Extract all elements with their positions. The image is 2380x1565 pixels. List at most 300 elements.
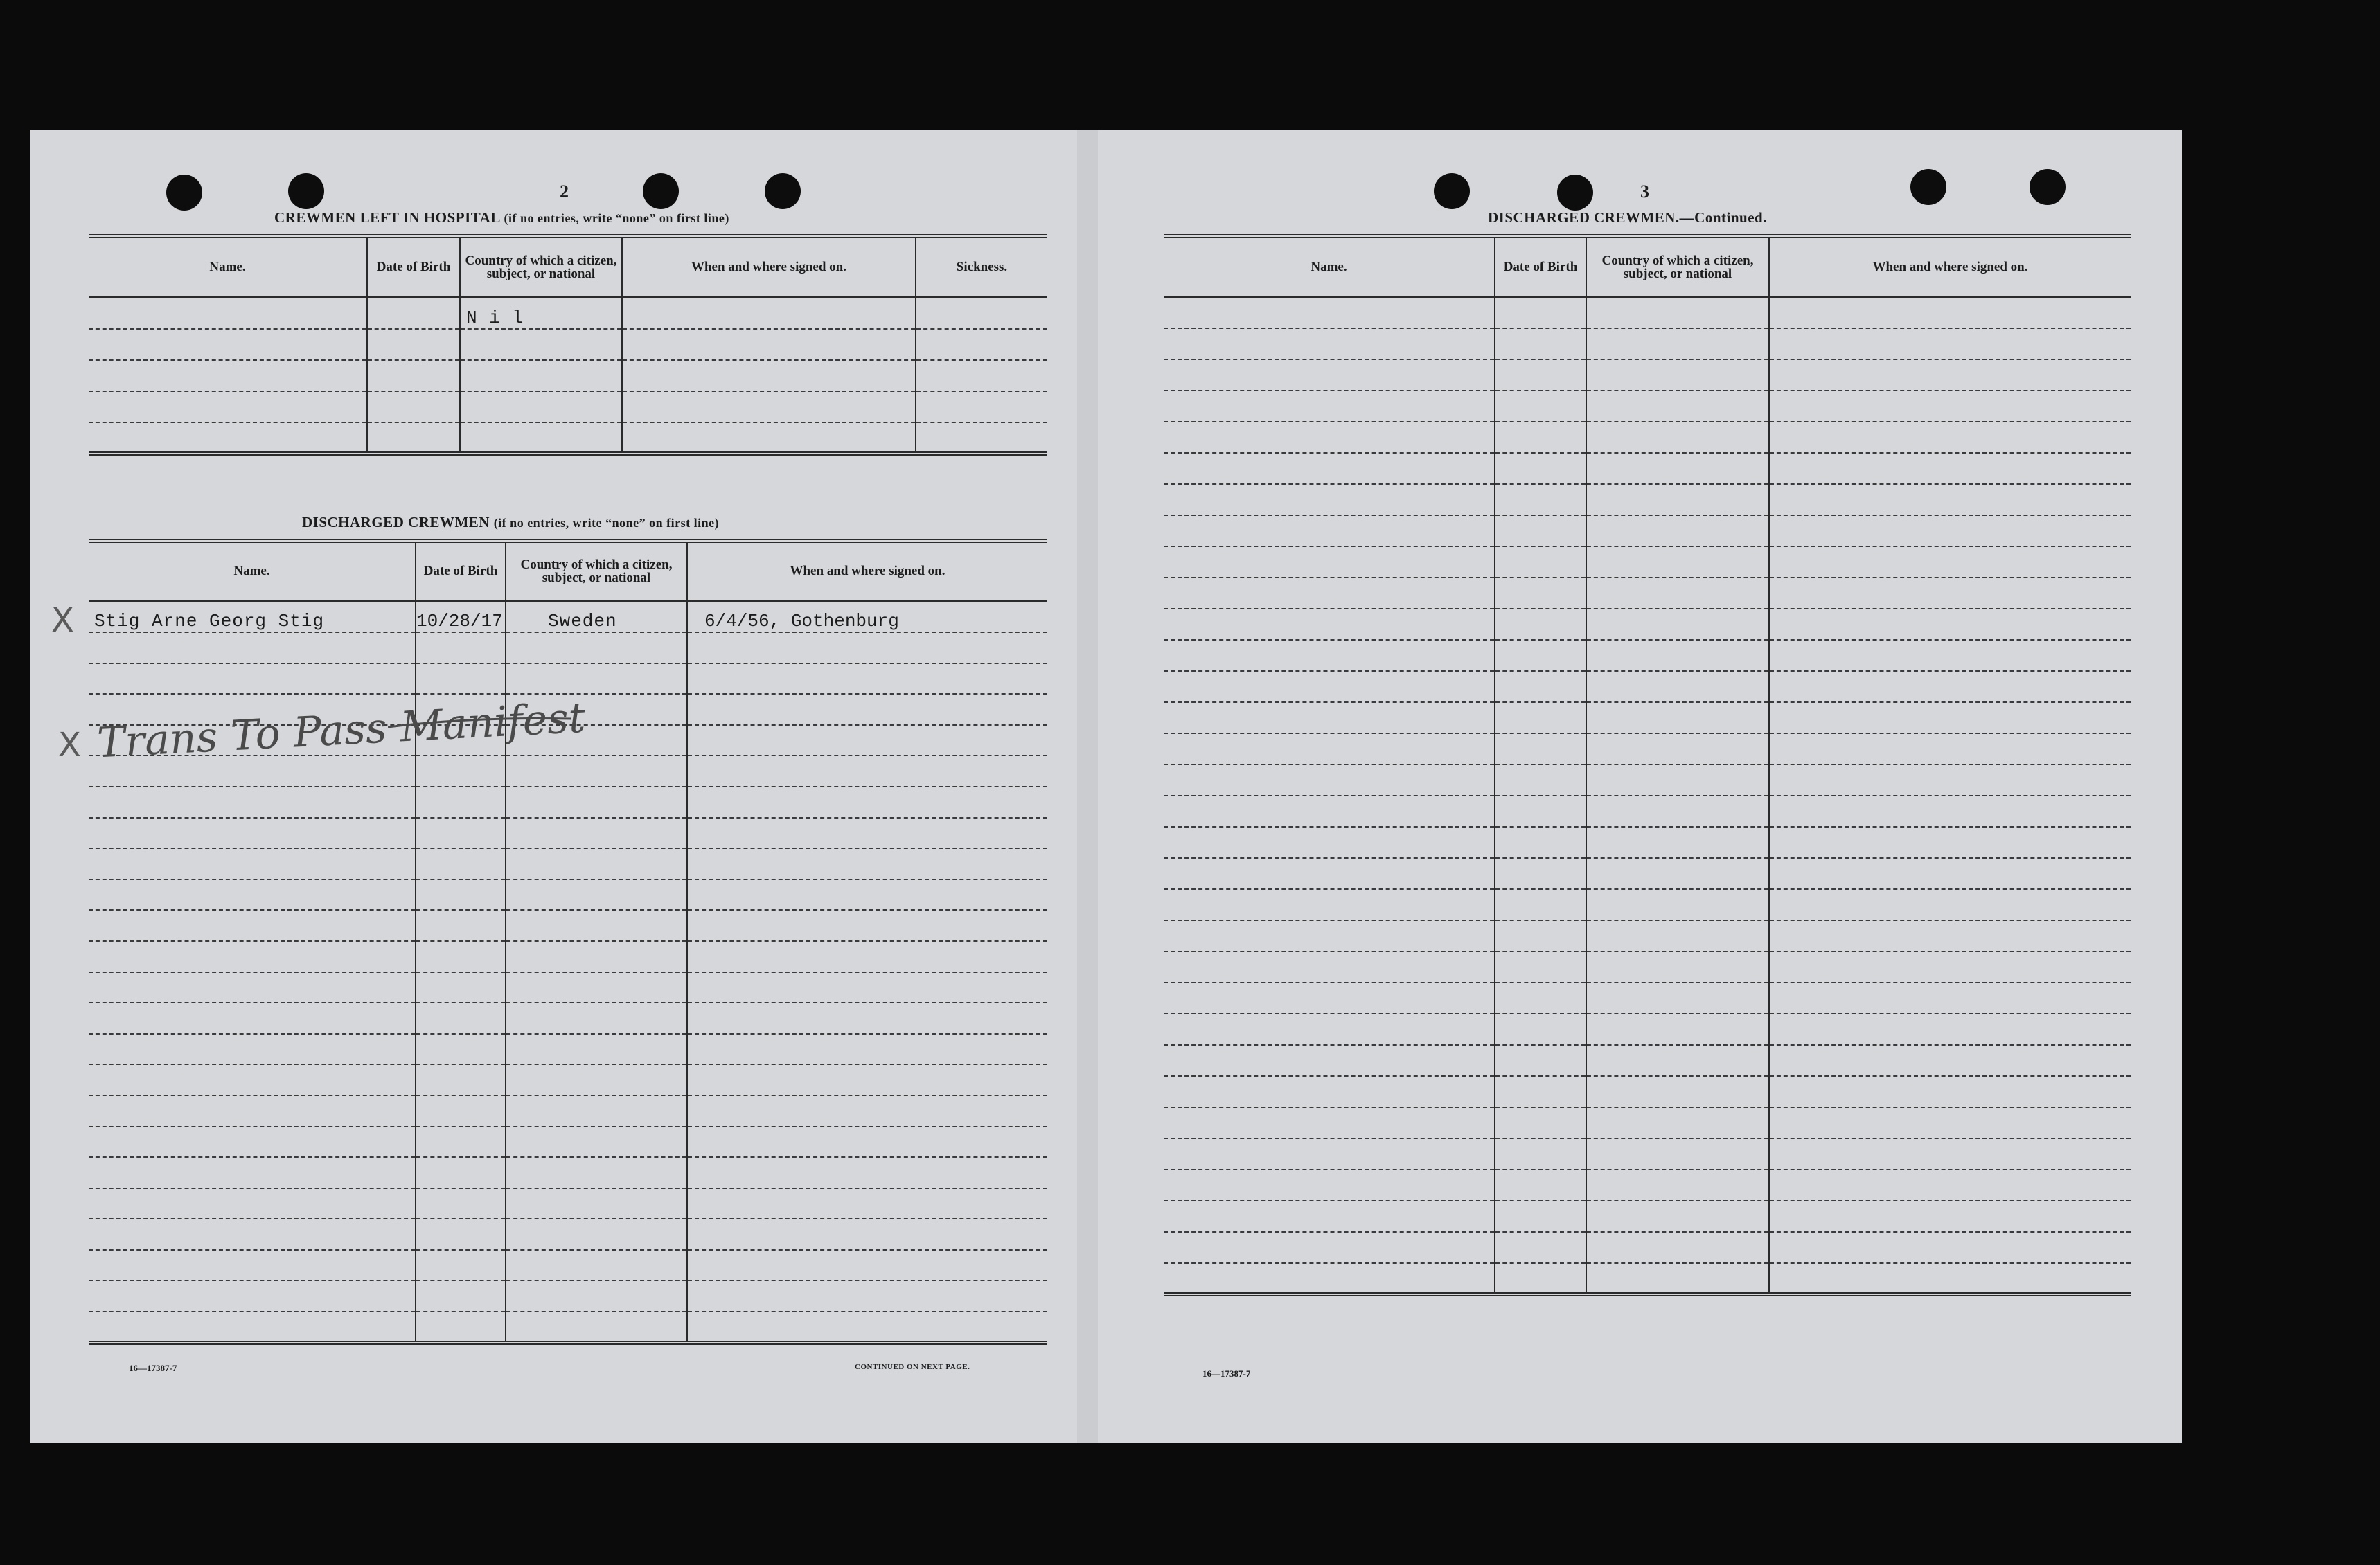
table-cell [89,1096,416,1127]
table-cell [506,632,687,663]
table-cell [506,1003,687,1034]
table-cell [416,1280,506,1312]
col-header-signed-on: When and where signed on. [1769,236,2131,297]
punch-hole [1557,175,1593,211]
table-cell [1586,515,1769,546]
table-cell [416,1188,506,1219]
table-cell [1495,297,1586,328]
table-row [1164,453,2131,484]
table-cell [687,1312,1047,1343]
table-cell [916,360,1047,391]
table-cell [89,1188,416,1219]
table-cell [506,910,687,941]
table-cell [1769,484,2131,515]
table-cell [1586,391,1769,422]
table-row [89,1250,1047,1281]
table-cell [1586,671,1769,702]
table-row [89,972,1047,1003]
punch-hole [765,173,801,209]
table-row [1164,1076,2131,1107]
table-cell [1164,983,1495,1014]
table-cell [506,1127,687,1158]
table-row [89,818,1047,849]
table-cell [460,391,622,422]
table-row [1164,359,2131,391]
table-cell [1164,1107,1495,1138]
table-cell [506,1034,687,1065]
table-row [1164,827,2131,858]
table-cell [89,1312,416,1343]
table-cell [1769,920,2131,951]
table-cell [1164,764,1495,796]
table-cell [460,329,622,360]
table-cell [916,422,1047,454]
table-cell [1164,951,1495,983]
table-cell [506,879,687,911]
table-cell [1586,702,1769,733]
table-row [89,600,1047,632]
table-cell [1586,484,1769,515]
table-cell [89,1250,416,1281]
table-cell [506,818,687,849]
table-cell [687,1034,1047,1065]
table-cell [1769,858,2131,889]
table-cell [367,422,460,454]
table-cell [1586,1263,1769,1294]
table-cell [1769,578,2131,609]
table-row [1164,1045,2131,1076]
table-cell [687,1064,1047,1096]
col-header-name: Name. [1164,236,1495,297]
table-row [1164,951,2131,983]
crew-country-cell [506,600,687,632]
crew-signed-on: 6/4/56, Gothenburg [704,611,899,632]
discharged-table [89,539,1047,1345]
table-cell [1164,578,1495,609]
table-cell [1495,1014,1586,1045]
table-cell [1495,515,1586,546]
table-cell [1495,1170,1586,1201]
table-cell [687,694,1047,725]
table-row [1164,983,2131,1014]
table-cell [506,1312,687,1343]
table-cell [1164,733,1495,764]
table-cell [367,360,460,391]
table-cell [1586,920,1769,951]
table-cell [89,848,416,879]
table-cell [622,391,916,422]
table-row [1164,546,2131,578]
table-cell [1586,578,1769,609]
table-cell [506,941,687,972]
table-cell [687,910,1047,941]
hospital-entry [460,297,622,329]
table-cell [416,1064,506,1096]
hospital-title-text: CREWMEN LEFT IN HOSPITAL [274,209,500,226]
table-cell [1586,328,1769,359]
table-cell [89,632,416,663]
table-row [1164,1107,2131,1138]
table-row [89,1064,1047,1096]
table-cell [89,787,416,818]
table-cell [1769,1263,2131,1294]
table-cell [416,1003,506,1034]
table-cell [1164,1232,1495,1263]
table-row [1164,733,2131,764]
table-cell [1769,1107,2131,1138]
col-header-signed-on: When and where signed on. [622,236,916,297]
col-header-name: Name. [89,541,416,600]
table-cell [1586,1045,1769,1076]
table-cell [1586,297,1769,328]
table-cell [1769,640,2131,671]
table-cell [416,1219,506,1250]
table-row [1164,1014,2131,1045]
table-row [89,787,1047,818]
table-cell [687,879,1047,911]
table-cell [1495,889,1586,920]
table-cell [687,818,1047,849]
table-cell [1495,359,1586,391]
table-cell [89,1127,416,1158]
table-row [89,1312,1047,1343]
table-cell [1769,951,2131,983]
table-cell [1586,858,1769,889]
table-cell [1769,297,2131,328]
crew-signed-on-cell [687,600,1047,632]
table-row [1164,609,2131,640]
table-cell [1586,796,1769,827]
col-header-country: Country of which a citizen, subject, or national [1586,236,1769,297]
table-cell [687,1219,1047,1250]
table-row [1164,889,2131,920]
table-cell [916,391,1047,422]
table-cell [89,1003,416,1034]
table-cell [1495,640,1586,671]
table-cell [622,360,916,391]
table-cell [1769,702,2131,733]
table-cell [1495,951,1586,983]
table-cell [1164,1263,1495,1294]
table-cell [1164,453,1495,484]
table-cell [1586,453,1769,484]
table-cell [416,1127,506,1158]
table-cell [1495,920,1586,951]
table-cell [1769,889,2131,920]
table-cell [687,1003,1047,1034]
table-row [89,1157,1047,1188]
table-cell [506,1219,687,1250]
handwritten-underline [388,713,575,734]
table-row [89,1127,1047,1158]
discharged-continued-table [1164,234,2131,1296]
crew-name-cell [89,600,416,632]
table-row [89,1280,1047,1312]
table-row [89,1219,1047,1250]
table-cell [1495,1107,1586,1138]
table-cell [1586,983,1769,1014]
hospital-section-title [274,209,729,226]
table-cell [1495,1201,1586,1232]
crew-name: Stig Arne Georg Stig [94,611,325,632]
col-header-dob: Date of Birth [416,541,506,600]
table-cell [687,848,1047,879]
table-cell [687,972,1047,1003]
table-cell [1495,764,1586,796]
punch-hole [1434,173,1470,209]
col-header-signed-on: When and where signed on. [687,541,1047,600]
table-cell [367,297,460,329]
table-row [89,848,1047,879]
table-cell [1495,983,1586,1014]
table-cell [416,941,506,972]
table-cell [1769,453,2131,484]
table-cell [416,663,506,695]
table-row [1164,702,2131,733]
table-cell [1495,1076,1586,1107]
table-row [1164,1138,2131,1170]
table-cell [1586,1107,1769,1138]
table-cell [1495,796,1586,827]
table-cell [1769,546,2131,578]
table-cell [1769,609,2131,640]
table-cell [506,1188,687,1219]
table-cell [1586,1138,1769,1170]
table-row [1164,1263,2131,1294]
table-cell [1769,1076,2131,1107]
table-cell [89,663,416,695]
table-cell [1164,796,1495,827]
continued-note: CONTINUED ON NEXT PAGE. [855,1363,970,1371]
table-cell [416,848,506,879]
crew-country: Sweden [548,611,617,632]
table-cell [1586,733,1769,764]
table-cell [1164,328,1495,359]
table-row [89,663,1047,695]
table-row [1164,297,2131,328]
table-cell [89,1034,416,1065]
table-cell [1769,1045,2131,1076]
table-cell [1495,1138,1586,1170]
table-cell [1164,609,1495,640]
table-row [1164,578,2131,609]
punch-hole [288,173,324,209]
table-cell [506,1096,687,1127]
table-cell [416,1250,506,1281]
table-cell [1586,1232,1769,1263]
table-cell [1769,359,2131,391]
table-row [1164,1232,2131,1263]
table-cell [89,329,367,360]
table-cell [1164,889,1495,920]
table-cell [89,1280,416,1312]
table-cell [89,1157,416,1188]
table-cell [506,972,687,1003]
table-cell [89,910,416,941]
table-cell [1164,297,1495,328]
table-cell [1769,1232,2131,1263]
table-row [1164,328,2131,359]
table-cell [89,1064,416,1096]
table-row [1164,515,2131,546]
col-header-dob: Date of Birth [1495,236,1586,297]
table-cell [506,663,687,695]
table-row [89,879,1047,911]
crew-dob-cell [416,600,506,632]
table-cell [460,422,622,454]
table-cell [89,391,367,422]
crew-dob: 10/28/17 [416,611,503,632]
table-row [89,941,1047,972]
table-cell [1164,422,1495,453]
table-cell [1495,671,1586,702]
table-cell [1164,640,1495,671]
table-cell [89,297,367,329]
table-cell [506,755,687,787]
table-row [89,1096,1047,1127]
table-row [89,1034,1047,1065]
table-cell [1164,1170,1495,1201]
table-cell [1586,1076,1769,1107]
table-cell [89,422,367,454]
table-cell [416,879,506,911]
punch-hole [166,175,202,211]
table-cell [1495,827,1586,858]
discharged-section-title [302,514,719,531]
table-cell [916,329,1047,360]
table-cell [687,1096,1047,1127]
table-cell [1586,546,1769,578]
table-row [1164,764,2131,796]
table-cell [1164,1014,1495,1045]
table-cell [367,329,460,360]
table-cell [89,879,416,911]
handwritten-note: Trans To Pass Manifest [96,693,587,768]
table-cell [1586,422,1769,453]
table-cell [1495,328,1586,359]
table-cell [687,663,1047,695]
table-cell [1164,858,1495,889]
form-number-right: 16—17387-7 [1202,1368,1251,1379]
table-cell [1769,796,2131,827]
table-row [89,632,1047,663]
table-cell [416,1157,506,1188]
table-cell [1164,546,1495,578]
table-cell [416,818,506,849]
table-cell [1495,453,1586,484]
col-header-country: Country of which a citizen, subject, or national [460,236,622,297]
table-row [1164,1201,2131,1232]
table-cell [687,725,1047,756]
table-row [1164,391,2131,422]
form-number-left: 16—17387-7 [129,1363,177,1373]
table-cell [687,1250,1047,1281]
table-cell [506,1157,687,1188]
table-cell [89,1219,416,1250]
table-cell [1586,1170,1769,1201]
table-row [89,910,1047,941]
table-cell [1495,702,1586,733]
table-cell [1495,733,1586,764]
col-header-name: Name. [89,236,367,297]
table-cell [1164,1201,1495,1232]
table-cell [416,1096,506,1127]
table-cell [1586,764,1769,796]
table-cell [1495,609,1586,640]
table-row [89,1003,1047,1034]
table-cell [1164,702,1495,733]
table-cell [622,422,916,454]
table-cell [1495,1232,1586,1263]
table-cell [416,1312,506,1343]
table-cell [416,632,506,663]
table-row [1164,422,2131,453]
table-cell [1495,858,1586,889]
table-cell [1769,827,2131,858]
table-cell [1495,391,1586,422]
table-cell [1769,515,2131,546]
table-row [1164,920,2131,951]
table-cell [89,360,367,391]
hospital-entry-text: N i l [466,307,524,328]
table-cell [506,787,687,818]
table-row [1164,796,2131,827]
table-row [1164,484,2131,515]
table-cell [622,329,916,360]
table-cell [416,910,506,941]
table-cell [1164,359,1495,391]
table-cell [506,1280,687,1312]
punch-hole [2030,169,2066,205]
table-cell [89,818,416,849]
table-cell [506,1064,687,1096]
table-cell [1495,484,1586,515]
table-cell [1769,671,2131,702]
table-cell [687,632,1047,663]
page-number-right: 3 [1640,181,1649,202]
table-cell [416,972,506,1003]
table-cell [687,941,1047,972]
table-cell [1586,827,1769,858]
table-cell [916,297,1047,329]
table-row [1164,858,2131,889]
table-cell [506,1250,687,1281]
table-cell [1769,733,2131,764]
table-cell [687,1127,1047,1158]
table-cell [687,787,1047,818]
table-cell [1164,1138,1495,1170]
table-row [89,1188,1047,1219]
table-cell [416,755,506,787]
hospital-title-note: (if no entries, write “none” on first line) [504,211,729,225]
col-header-dob: Date of Birth [367,236,460,297]
table-cell [1586,889,1769,920]
table-cell [687,1188,1047,1219]
right-page-title: DISCHARGED CREWMEN.—Continued. [1488,209,1767,226]
x-mark: X [51,601,74,640]
discharged-title-text: DISCHARGED CREWMEN [302,514,490,530]
table-cell [1495,1263,1586,1294]
hospital-table [89,234,1047,456]
table-cell [416,1034,506,1065]
table-cell [1495,546,1586,578]
table-row [1164,671,2131,702]
punch-hole [1910,169,1946,205]
table-cell [1769,983,2131,1014]
table-cell [1769,328,2131,359]
x-mark: X [58,726,81,764]
table-cell [1164,1076,1495,1107]
